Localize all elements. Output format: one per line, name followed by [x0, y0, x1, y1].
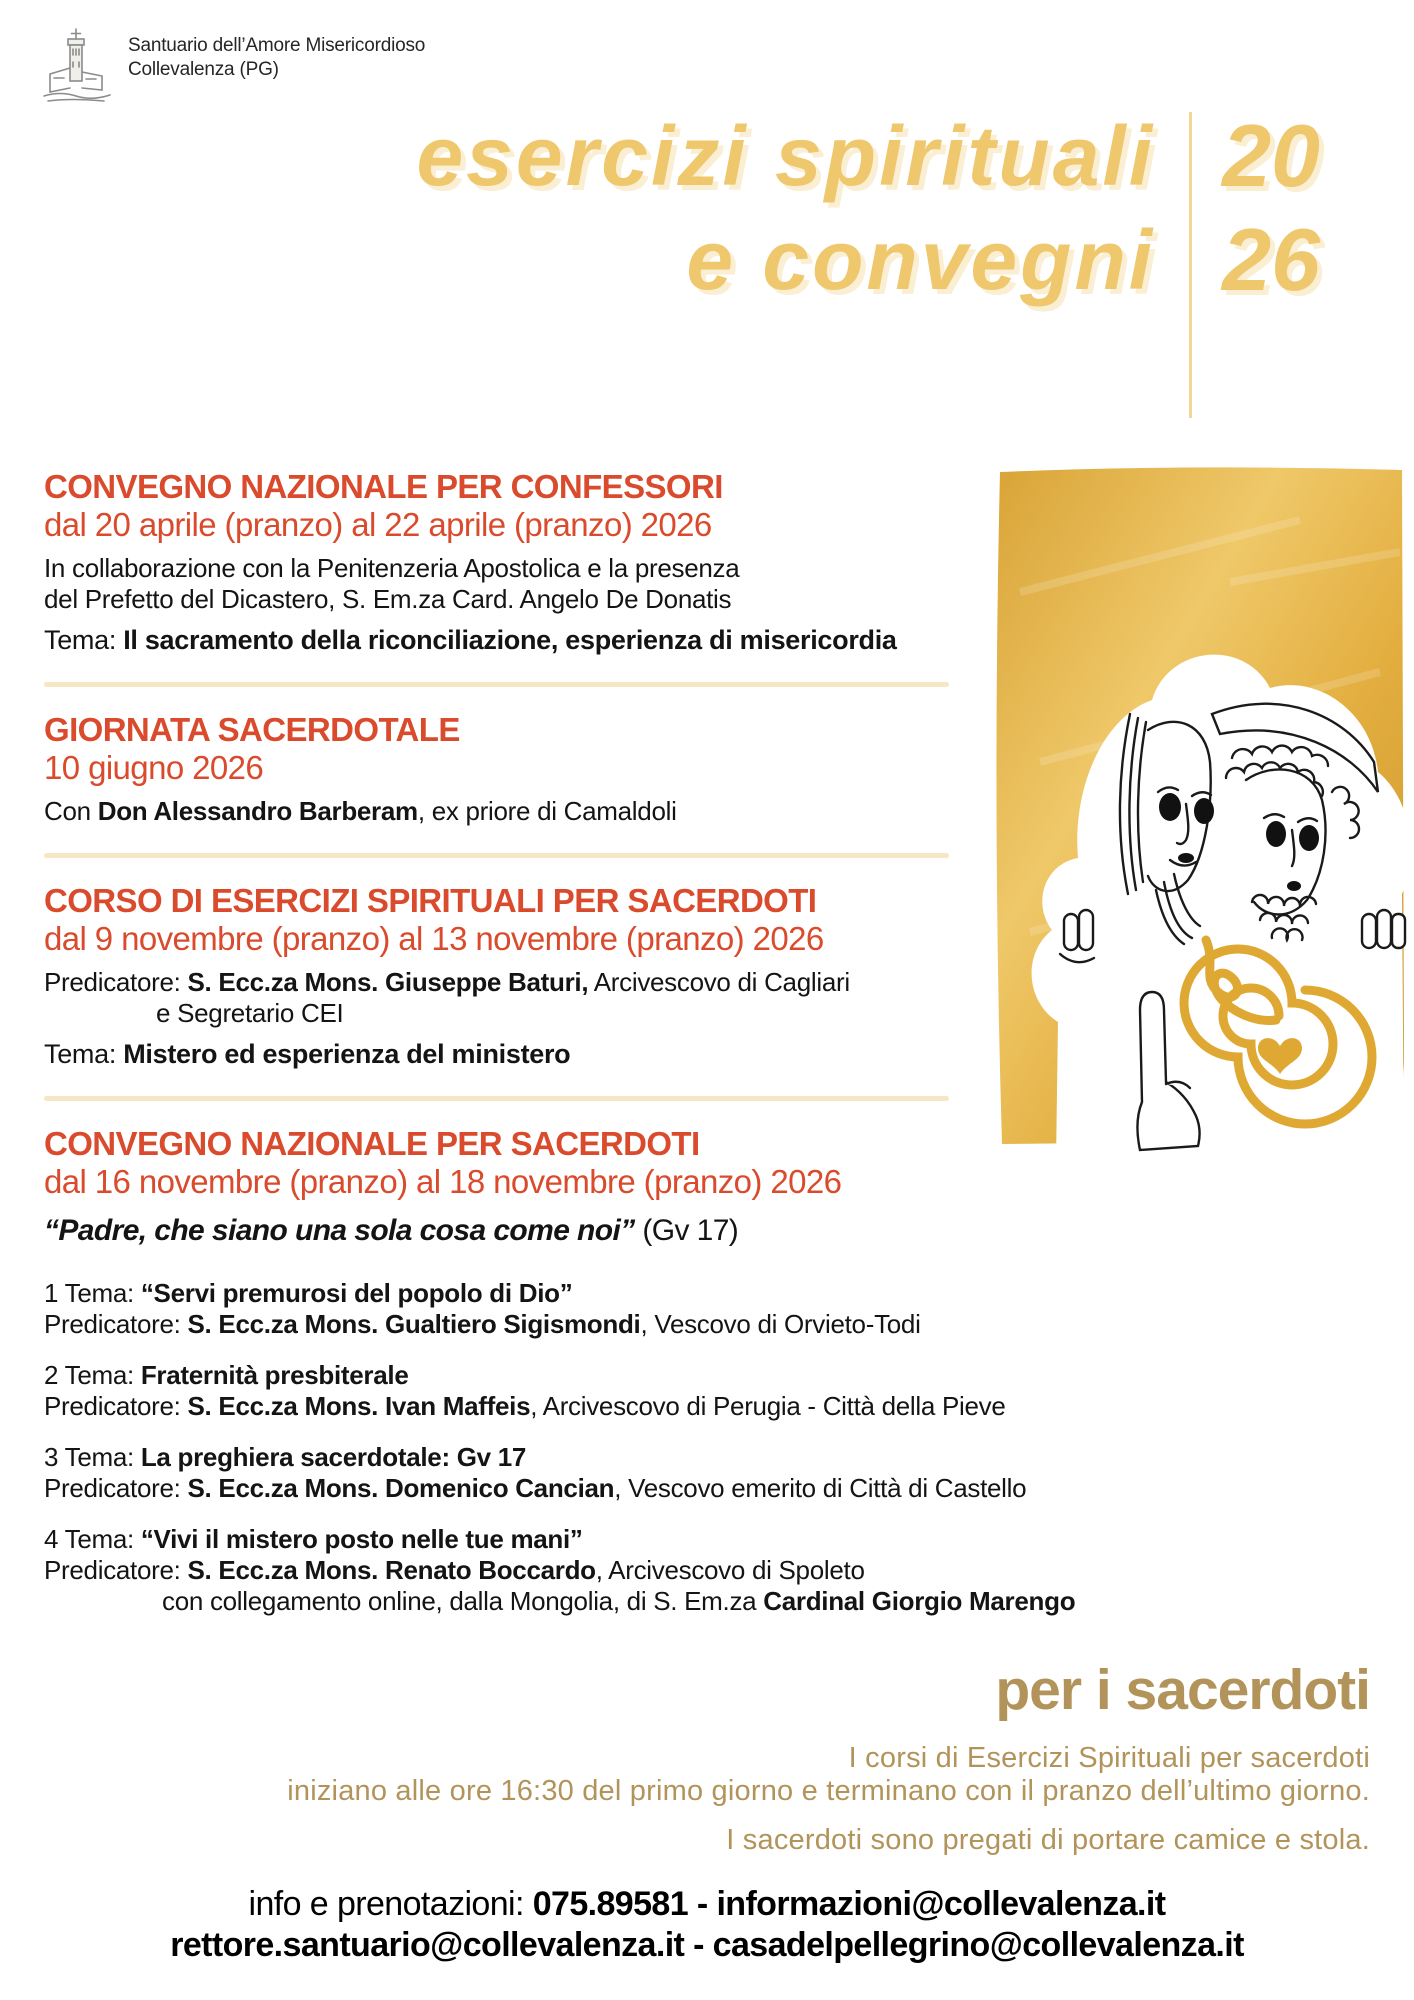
- section-text-line: In collaborazione con la Penitenzeria Apostolica e la presenza: [44, 553, 740, 583]
- theme-item: [44, 1278, 1294, 1340]
- header: [40, 26, 425, 106]
- theme-title-line: 3 Tema: La preghiera sacerdotale: Gv 17: [44, 1442, 527, 1472]
- section-date: 10 giugno 2026: [44, 749, 264, 786]
- section-date: dal 16 novembre (pranzo) al 18 novembre (pranzo) 2026: [44, 1163, 842, 1200]
- priests-note: [40, 1660, 1370, 1857]
- contact-line-2: rettore.santuario@collevalenza.it - casadelpellegrino@collevalenza.it: [170, 1926, 1244, 1964]
- theme-preacher-line: Predicatore: S. Ecc.za Mons. Ivan Maffeis, Arcivescovo di Perugia - Città della Pieve: [44, 1391, 1006, 1421]
- theme-preacher-line: Predicatore: S. Ecc.za Mons. Renato Boccardo, Arcivescovo di Spoleto: [44, 1555, 865, 1585]
- section-text-line: del Prefetto del Dicastero, S. Em.za Card. Angelo De Donatis: [44, 584, 732, 614]
- theme-item: [44, 1524, 1294, 1617]
- theme-item: [44, 1442, 1294, 1504]
- title-line-1: esercizi spirituali: [416, 109, 1156, 203]
- contact-line-1: info e prenotazioni: 075.89581 - informazioni@collevalenza.it: [248, 1885, 1166, 1923]
- title-line-2: e convegni: [686, 213, 1156, 307]
- section-quote: “Padre, che siano una sola cosa come noi” (Gv 17): [44, 1214, 739, 1247]
- section-corso-esercizi: [44, 882, 1294, 1070]
- year-line-1: 20: [1222, 106, 1320, 205]
- year-line-2: 26: [1222, 210, 1320, 309]
- theme-preacher-line: Predicatore: S. Ecc.za Mons. Domenico Cancian, Vescovo emerito di Città di Castello: [44, 1473, 1027, 1503]
- priests-note-line: I sacerdoti sono pregati di portare camice e stola.: [726, 1824, 1370, 1856]
- section-giornata-sacerdotale: [44, 711, 1294, 827]
- section-date: dal 9 novembre (pranzo) al 13 novembre (pranzo) 2026: [44, 920, 824, 957]
- section-title: CONVEGNO NAZIONALE PER SACERDOTI: [44, 1125, 700, 1162]
- section-divider: [44, 682, 949, 687]
- org-line-1: Santuario dell’Amore Misericordioso: [128, 35, 426, 56]
- section-text-line: Con Don Alessandro Barberam, ex priore di Camaldoli: [44, 796, 677, 826]
- priests-note-line: iniziano alle ore 16:30 del primo giorno e terminano con il pranzo dell’ultimo giorno.: [287, 1775, 1370, 1807]
- theme-continuation-line: con collegamento online, dalla Mongolia, di S. Em.za Cardinal Giorgio Marengo: [162, 1586, 1076, 1616]
- priests-note-line: I corsi di Esercizi Spirituali per sacerdoti: [848, 1742, 1370, 1774]
- title-script: [416, 104, 1155, 312]
- theme-title-line: 1 Tema: “Servi premurosi del popolo di Dio”: [44, 1278, 573, 1308]
- priests-note-heading: per i sacerdoti: [995, 1658, 1370, 1722]
- title-divider-line: [1189, 112, 1192, 418]
- contact-info: [0, 1884, 1414, 1966]
- section-title: CORSO DI ESERCIZI SPIRITUALI PER SACERDOTI: [44, 882, 817, 919]
- section-title: GIORNATA SACERDOTALE: [44, 711, 460, 748]
- section-tema-line: Tema: Il sacramento della riconciliazione, esperienza di misericordia: [44, 625, 897, 655]
- sanctuary-tower-sketch-icon: [40, 26, 112, 106]
- section-text-line: Predicatore: S. Ecc.za Mons. Giuseppe Baturi, Arcivescovo di Cagliari: [44, 967, 850, 997]
- theme-title-line: 2 Tema: Fraternità presbiterale: [44, 1360, 409, 1390]
- section-tema-line: Tema: Mistero ed esperienza del ministero: [44, 1039, 571, 1069]
- section-convegno-sacerdoti: [44, 1125, 1294, 1617]
- title-year: [1222, 104, 1320, 312]
- section-divider: [44, 853, 949, 858]
- organization-name: [128, 26, 425, 82]
- section-date: dal 20 aprile (pranzo) al 22 aprile (pranzo) 2026: [44, 506, 712, 543]
- poster-title: [160, 104, 1320, 418]
- theme-preacher-line: Predicatore: S. Ecc.za Mons. Gualtiero Sigismondi, Vescovo di Orvieto-Todi: [44, 1309, 921, 1339]
- org-line-2: Collevalenza (PG): [128, 59, 279, 80]
- section-convegno-confessori: [44, 468, 1294, 656]
- events-list: [44, 468, 1294, 1637]
- section-divider: [44, 1096, 949, 1101]
- theme-title-line: 4 Tema: “Vivi il mistero posto nelle tue mani”: [44, 1524, 583, 1554]
- section-title: CONVEGNO NAZIONALE PER CONFESSORI: [44, 468, 723, 505]
- section-text-line: e Segretario CEI: [156, 998, 344, 1028]
- themes-list: [44, 1278, 1294, 1617]
- theme-item: [44, 1360, 1294, 1422]
